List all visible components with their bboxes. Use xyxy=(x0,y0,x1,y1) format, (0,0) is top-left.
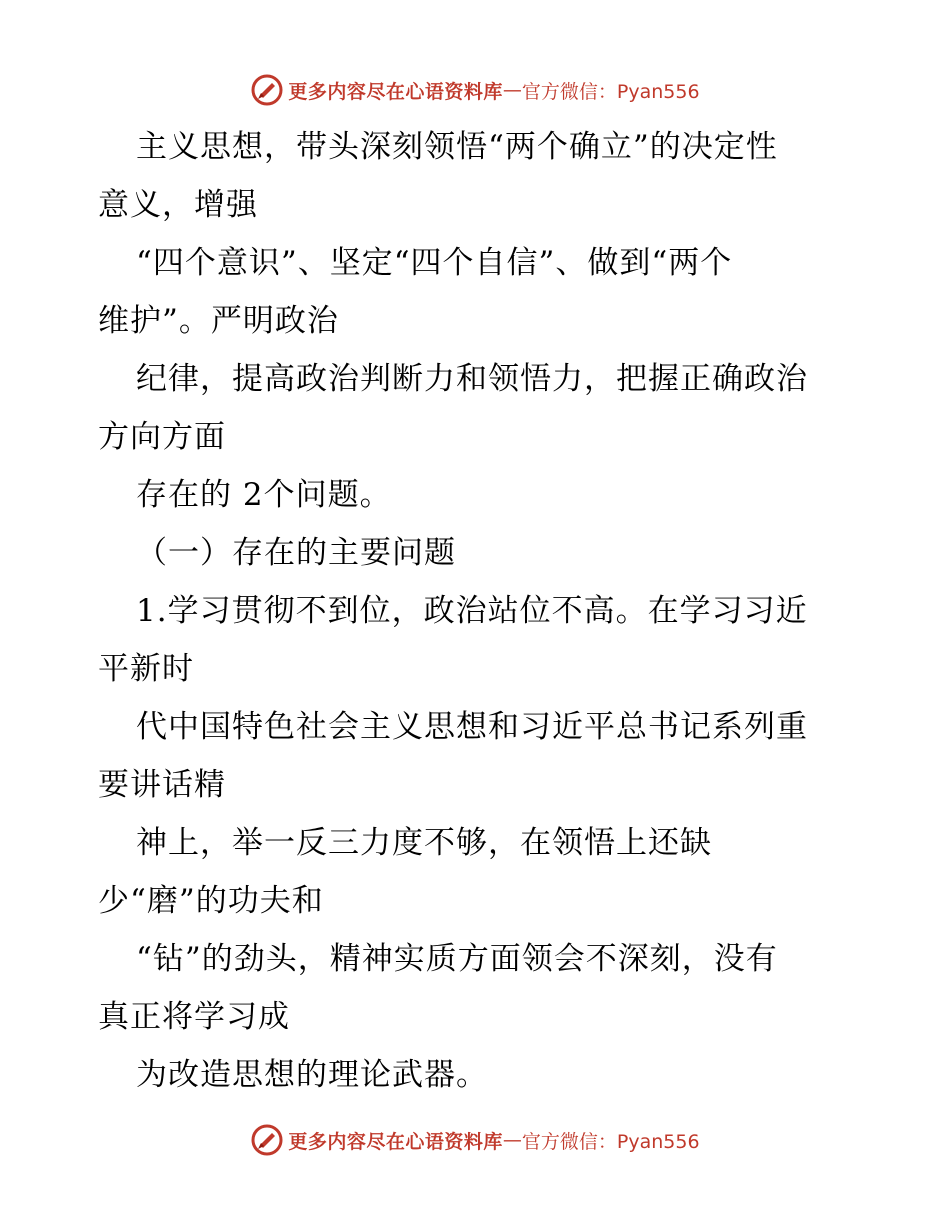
section-heading: （一）存在的主要问题 xyxy=(136,535,456,571)
text-line: 真正将学习成 xyxy=(98,999,290,1035)
text-line: 为改造思想的理论武器。 xyxy=(136,1057,488,1093)
brand-logo-icon xyxy=(250,1123,284,1157)
text-line: 维护”。严明政治 xyxy=(98,303,339,339)
banner-brand: 更多内容尽在心语资料库 xyxy=(288,1130,503,1153)
text-line: 平新时 xyxy=(98,651,194,687)
text-line: 主义思想，带头深刻领悟“两个确立”的决定性 xyxy=(136,129,778,165)
banner-contact: 官方微信：Pyan556 xyxy=(521,1130,700,1153)
header-banner xyxy=(0,70,950,110)
text-line: 纪律，提高政治判断力和领悟力，把握正确政治 xyxy=(136,361,808,397)
text-line: 要讲话精 xyxy=(98,767,226,803)
text-line: 1.学习贯彻不到位，政治站位不高。在学习习近 xyxy=(136,593,808,629)
text-line: 神上，举一反三力度不够，在领悟上还缺 xyxy=(136,825,712,861)
text-line: “钻”的劲头，精神实质方面领会不深刻，没有 xyxy=(136,941,778,977)
banner-dash: — xyxy=(502,79,522,101)
text-line: 存在的 2个问题。 xyxy=(136,477,392,513)
text-line: 代中国特色社会主义思想和习近平总书记系列重 xyxy=(136,709,808,745)
text-line: 少“磨”的功夫和 xyxy=(98,883,324,919)
banner-brand: 更多内容尽在心语资料库 xyxy=(288,80,503,103)
banner-dash: — xyxy=(502,1129,522,1151)
document-body xyxy=(98,118,858,1104)
footer-banner xyxy=(0,1120,950,1160)
text-line: 意义，增强 xyxy=(98,187,258,223)
text-line: 方向方面 xyxy=(98,419,226,455)
text-line: “四个意识”、坚定“四个自信”、做到“两个 xyxy=(136,245,733,281)
brand-logo-icon xyxy=(250,73,284,107)
banner-contact: 官方微信：Pyan556 xyxy=(521,80,700,103)
